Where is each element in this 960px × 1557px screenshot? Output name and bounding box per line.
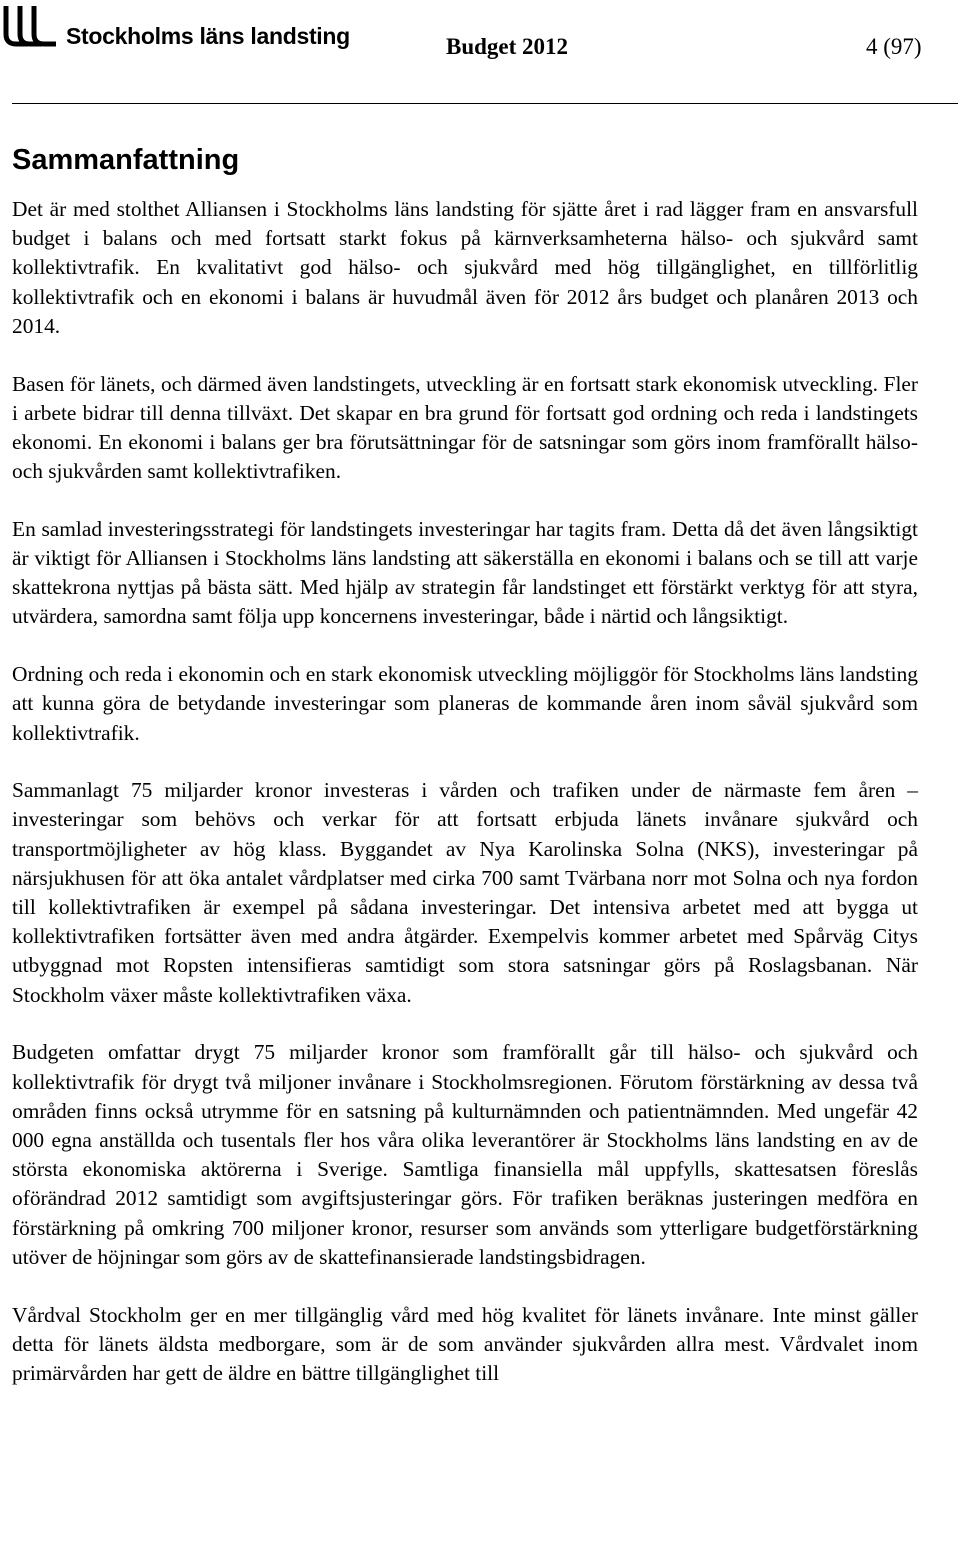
- main-content: [12, 142, 918, 1417]
- header-divider: [12, 103, 958, 104]
- sll-logo-icon: [2, 4, 58, 50]
- paragraph: Basen för länets, och därmed även landstingets, utveckling är en fortsatt stark ekonomisk utveckling. Fler i arbete bidrar till denna tillväxt. Det skapar en bra grund för fortsatt god ordning och reda i landstingets ekonomi. En ekonomi i balans ger bra förutsättningar för de satsningar som görs inom framförallt hälso- och sjukvården samt kollektivtrafiken.: [12, 371, 918, 484]
- document-title: Budget 2012: [446, 34, 569, 59]
- page-header: [0, 0, 960, 110]
- logo-text: Stockholms läns landsting: [66, 23, 350, 49]
- paragraph: Sammanlagt 75 miljarder kronor investeras i vården och trafiken under de närmaste fem åren – investeringar som behövs och verkar för att fortsatt erbjuda länets invånare sjukvård och transportmöjligheter av hög klass. Byggandet av Nya Karolinska Solna (NKS), investeringar på närsjukhusen för att öka antalet vårdplatser med cirka 700 samt Tvärbana norr mot Solna och nya fordon till kollektivtrafiken är exempel på sådana investeringar. Det intensiva arbetet med att bygga ut kollektivtrafiken fortsätter även med andra åtgärder. Exempelvis kommer arbetet med Spårväg Citys utbyggnad mot Ropsten intensifieras samtidigt som stora satsningar görs på Roslagsbanan. När Stockholm växer måste kollektivtrafiken växa.: [12, 778, 918, 1007]
- logo: [2, 4, 350, 50]
- page-number: 4 (97): [866, 34, 922, 59]
- paragraph: Ordning och reda i ekonomin och en stark ekonomisk utveckling möjliggör för Stockholms läns landsting att kunna göra de betydande investeringar som planeras de kommande åren inom såväl sjukvård som kollektivtrafik.: [12, 662, 918, 745]
- paragraph: Budgeten omfattar drygt 75 miljarder kronor som framförallt går till hälso- och sjukvård och kollektivtrafik för drygt två miljoner invånare i Stockholmsregionen. Förutom förstärkning av dessa två områden finns också utrymme för en satsning på kulturnämnden och patientnämnden. Med ungefär 42 000 egna anställda och tusentals fler hos våra olika leverantörer är Stockholms läns landsting en av de största ekonomiska aktörerna i Sverige. Samtliga finansiella mål uppfylls, skattesatsen föreslås oförändrad 2012 samtidigt som avgiftsjusteringar görs. För trafiken beräknas justeringen medföra en förstärkning på omkring 700 miljoner kronor, resurser som används som ytterligare budgetförstärkning utöver de höjningar som görs av de skattefinansierade landstingsbidragen.: [12, 1040, 918, 1269]
- paragraph: Vårdval Stockholm ger en mer tillgänglig vård med hög kvalitet för länets invånare. Inte minst gäller detta för länets äldsta medborgare, som är de som använder sjukvården allra mest. Vårdvalet inom primärvården har gett de äldre en bättre tillgänglighet till: [12, 1302, 918, 1385]
- paragraph: Det är med stolthet Alliansen i Stockholms läns landsting för sjätte året i rad lägger fram en ansvarsfull budget i balans och med fortsatt starkt fokus på kärnverksamheterna hälso- och sjukvård samt kollektivtrafik. En kvalitativt god hälso- och sjukvård med hög tillgänglighet, en tillförlitlig kollektivtrafik och en ekonomi i balans är huvudmål även för 2012 års budget och planåren 2013 och 2014.: [12, 197, 918, 338]
- section-heading: Sammanfattning: [12, 144, 240, 176]
- paragraph: En samlad investeringsstrategi för landstingets investeringar har tagits fram. Detta då det även långsiktigt är viktigt för Alliansen i Stockholms läns landsting att säkerställa en ekonomi i balans och se till att varje skattekrona nyttjas på bästa sätt. Med hjälp av strategin får landstinget ett förstärkt verktyg för att styra, utvärdera, samordna samt följa upp koncernens investeringar, både i närtid och långsiktigt.: [12, 516, 918, 629]
